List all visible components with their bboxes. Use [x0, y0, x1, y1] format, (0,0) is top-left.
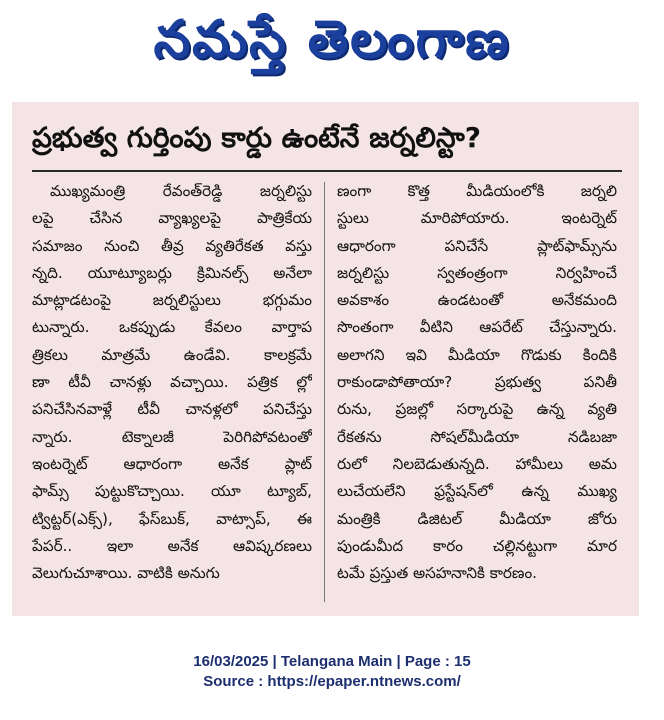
publication-info: 16/03/2025 | Telangana Main | Page : 15: [193, 653, 471, 670]
article-headline: ప్రభుత్వ గుర్తింపు కార్డు ఉంటేనే జర్నలిస్టా?: [32, 121, 482, 154]
article-text-line: అలాగని ఇవి మీడియా గొడుకు కిందికి: [337, 345, 617, 364]
page-footer: [0, 652, 664, 692]
article-text-line: రేకతను సోషల్‌మీడియా నడిబజా: [337, 427, 617, 446]
article-text-line: ఆధారంగా పనిచేసే ప్లాట్‌ఫామ్స్‌ను: [337, 236, 617, 255]
article-text-line: స్టులు మారిపోయారు. ఇంటర్నెట్: [337, 209, 617, 228]
article-text-line: పుండుమీద కారం చల్లినట్టుగా మార: [337, 536, 617, 555]
masthead: [0, 0, 664, 92]
article-text-line: ణా టీవీ చానళ్లు వచ్చాయి. పత్రిక ల్లో: [32, 373, 312, 392]
article-text-line: అవకాశం ఉండటంతో అనేకమంది: [337, 291, 617, 310]
article-column-left: [32, 178, 312, 587]
article-text-line: లపై చేసిన వ్యాఖ్యలపై పాత్రికేయ: [32, 209, 312, 228]
source-link[interactable]: Source : https://epaper.ntnews.com/: [203, 673, 461, 690]
article-text-line: టమే ప్రస్తుత అసహనానికి కారణం.: [337, 564, 537, 583]
article-text-line: ణంగా కొత్త మీడియంలోకి జర్నలి: [337, 182, 617, 200]
article-text-line: టున్నారు. ఒకప్పుడు కేవలం వార్తాప: [32, 318, 312, 337]
article-text-line: రును, ప్రజల్లో సర్కారుపై ఉన్న వ్యతి: [337, 400, 617, 419]
article-text-line: ముఖ్యమంత్రి రేవంత్‌రెడ్డి జర్నలిస్టు: [50, 182, 312, 200]
article-box: [12, 102, 639, 616]
newspaper-logo: నమస్తే తెలంగాణ: [153, 9, 511, 70]
article-text-line: రాకుండాపోతాయా? ప్రభుత్వ పనితీ: [337, 373, 617, 392]
article-text-line: న్నారు. టెక్నాలజీ పెరిగిపోవటంతో: [32, 427, 312, 446]
article-text-line: పేపర్.. ఇలా అనేక ఆవిష్కరణలు: [32, 536, 312, 555]
article-text-line: వెలుగుచూశాయి. వాటికి అనుగు: [32, 564, 220, 583]
article-text-line: మంత్రికి డిజిటల్ మీడియా జోరు: [337, 509, 617, 528]
article-text-line: న్నది. యూట్యూబర్లు క్రిమినల్స్ అనేలా: [32, 263, 312, 282]
article-text-line: జర్నలిస్టు స్వతంత్రంగా నిర్వహించే: [337, 263, 617, 282]
article-text-line: సొంతంగా వీటిని ఆపరేట్ చేస్తున్నారు.: [337, 318, 617, 337]
article-text-line: పనిచేసినవాళ్లే టీవీ చానళ్లలో పనిచేస్తు: [32, 400, 312, 419]
article-text-line: త్రికలు మాత్రమే ఉండేవి. కాలక్రమే: [32, 345, 312, 364]
column-divider: [324, 182, 325, 602]
article-text-line: మాట్లాడటంపై జర్నలిస్టులు భగ్గుమం: [32, 291, 312, 310]
article-text-line: ట్విట్టర్(ఎక్స్), ఫేస్‌బుక్, వాట్సాప్, ఈ: [32, 509, 312, 528]
article-text-line: రులో నిలబెడుతున్నది. హామీలు అమ: [337, 454, 617, 473]
article-column-right: [337, 178, 617, 587]
article-text-line: ఇంటర్నెట్ ఆధారంగా అనేక ప్లాట్: [32, 454, 312, 473]
article-text-line: ఫామ్స్ పుట్టుకొచ్చాయి. యూ ట్యూబ్,: [32, 482, 312, 501]
headline-rule: [32, 170, 622, 172]
article-text-line: లుచేయలేని ఫ్రస్టేషన్‌లో ఉన్న ముఖ్య: [337, 482, 617, 501]
article-text-line: సమాజం నుంచి తీవ్ర వ్యతిరేకత వస్తు: [32, 236, 312, 255]
